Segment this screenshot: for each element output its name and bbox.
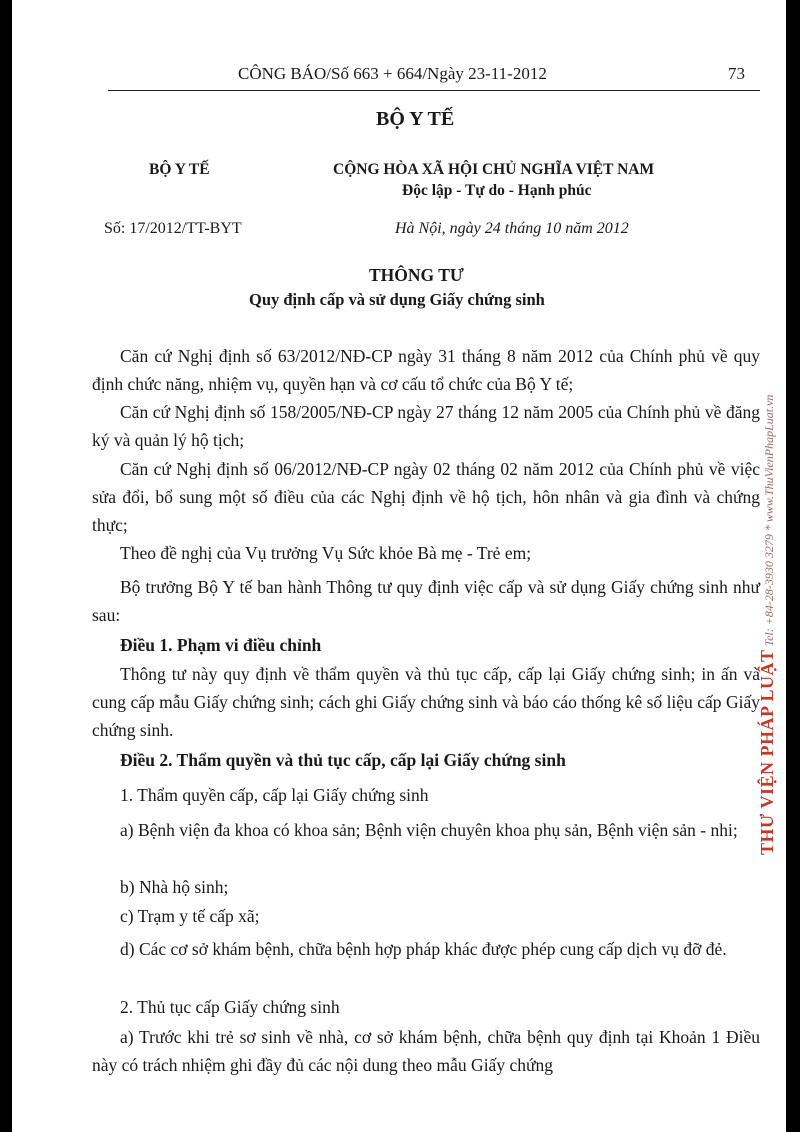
motto: Độc lập - Tự do - Hạnh phúc: [402, 182, 592, 199]
paragraph-legal-basis-1: Căn cứ Nghị định số 63/2012/NĐ-CP ngày 31 tháng 8 năm 2012 của Chính phủ về quy định chức năng, nhiệm vụ, quyền hạn và cơ cấu tổ chức của Bộ Y tế;: [92, 346, 760, 394]
paragraph-proposal: Theo đề nghị của Vụ trưởng Vụ Sức khỏe Bà mẹ - Trẻ em;: [120, 543, 532, 563]
paragraph-enactment: Bộ trưởng Bộ Y tế ban hành Thông tư quy định việc cấp và sử dụng Giấy chứng sinh như sau:: [92, 577, 760, 625]
watermark-contact: Tel: +84-28-3930 3279 * www.ThuVienPhapLuat.vn: [762, 394, 776, 647]
issuer-left: BỘ Y TẾ: [149, 161, 210, 178]
article-2-clause-2: 2. Thủ tục cấp Giấy chứng sinh: [120, 997, 340, 1017]
article-2-clause-1a: a) Bệnh viện đa khoa có khoa sản; Bệnh viện chuyên khoa phụ sản, Bệnh viện sản - nhi;: [120, 820, 738, 840]
place-date: Hà Nội, ngày 24 tháng 10 năm 2012: [395, 220, 629, 237]
watermark-brand: THƯ VIỆN PHÁP LUẬT: [757, 649, 777, 855]
document-type: THÔNG TƯ: [369, 265, 464, 285]
paragraph-legal-basis-3: Căn cứ Nghị định số 06/2012/NĐ-CP ngày 02 tháng 02 năm 2012 của Chính phủ về việc sửa đổi, bổ sung một số điều của các Nghị định về hộ tịch, hôn nhân và gia đình và chứng thực;: [92, 459, 760, 535]
header-rule: [108, 90, 760, 91]
republic-title: CỘNG HÒA XÃ HỘI CHỦ NGHĨA VIỆT NAM: [333, 161, 655, 178]
article-2-clause-1c: c) Trạm y tế cấp xã;: [120, 906, 260, 926]
article-1-text: Thông tư này quy định về thẩm quyền và thủ tục cấp, cấp lại Giấy chứng sinh; in ấn và cung cấp mẫu Giấy chứng sinh; cách ghi Giấy chứng sinh và báo cáo thống kê số liệu cấp Giấy chứng sinh.: [92, 664, 760, 740]
issuer-title: BỘ Y TẾ: [376, 108, 455, 130]
watermark: [757, 395, 778, 855]
document-number: Số: 17/2012/TT-BYT: [104, 220, 242, 237]
article-2-clause-1: 1. Thẩm quyền cấp, cấp lại Giấy chứng sinh: [120, 785, 429, 805]
paragraph-legal-basis-2: Căn cứ Nghị định số 158/2005/NĐ-CP ngày 27 tháng 12 năm 2005 của Chính phủ về đăng ký và quản lý hộ tịch;: [92, 402, 760, 450]
page-number: 73: [728, 64, 745, 83]
gazette-header: CÔNG BÁO/Số 663 + 664/Ngày 23-11-2012: [238, 64, 547, 83]
article-2-clause-2a: a) Trước khi trẻ sơ sinh về nhà, cơ sở khám bệnh, chữa bệnh quy định tại Khoản 1 Điều này có trách nhiệm ghi đầy đủ các nội dung theo mẫu Giấy chứng: [92, 1027, 760, 1075]
article-2-title: Điều 2. Thẩm quyền và thủ tục cấp, cấp lại Giấy chứng sinh: [120, 750, 566, 770]
document-page: [12, 0, 786, 1132]
article-2-clause-1d: d) Các cơ sở khám bệnh, chữa bệnh hợp pháp khác được phép cung cấp dịch vụ đỡ đẻ.: [120, 939, 727, 959]
article-2-clause-1b: b) Nhà hộ sinh;: [120, 877, 229, 897]
document-subject: Quy định cấp và sử dụng Giấy chứng sinh: [249, 290, 545, 309]
article-1-title: Điều 1. Phạm vi điều chỉnh: [120, 635, 322, 655]
